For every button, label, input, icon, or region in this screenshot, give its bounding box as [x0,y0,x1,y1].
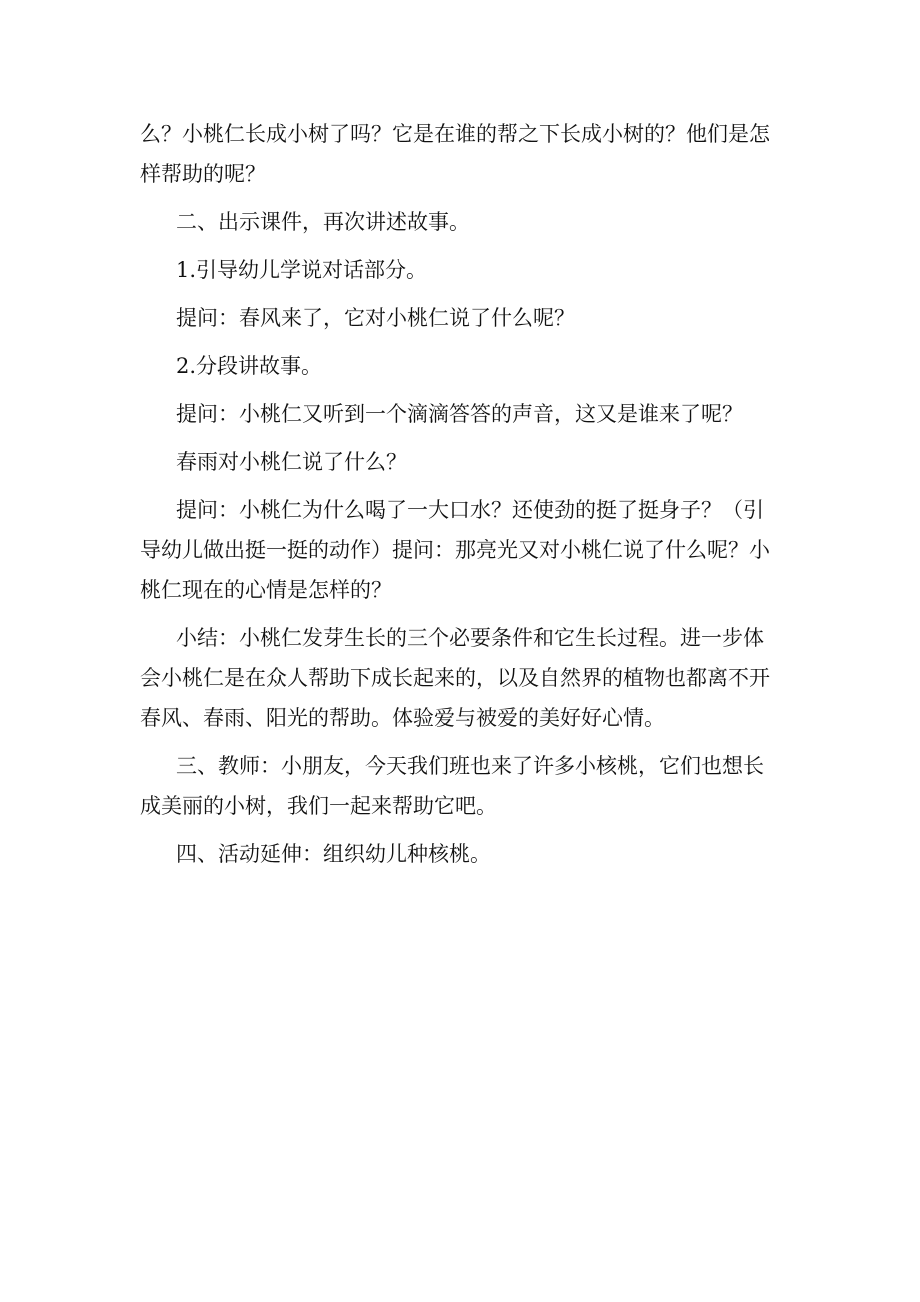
paragraph-continuation: 么？小桃仁长成小树了吗？它是在谁的帮之下长成小树的？他们是怎样帮助的呢？ [140,122,770,186]
paragraph-section-three: 三、教师：小朋友，今天我们班也来了许多小核桃，它们也想长成美丽的小树，我们一起来帮助它吧。 [140,754,764,818]
paragraph-step-two: 2.分段讲故事。 [176,354,323,378]
paragraph-question-spring-wind: 提问：春风来了，它对小桃仁说了什么呢？ [176,306,575,330]
paragraph-step-one: 1.引导幼儿学说对话部分。 [176,258,428,282]
paragraph-spring-rain: 春雨对小桃仁说了什么？ [176,450,407,474]
paragraph-section-four: 四、活动延伸：组织幼儿种核桃。 [176,842,491,866]
document-body [140,114,782,882]
paragraph-question-dripping-sound: 提问：小桃仁又听到一个滴滴答答的声音，这又是谁来了呢？ [176,402,743,426]
paragraph-summary: 小结：小桃仁发芽生长的三个必要条件和它生长过程。进一步体会小桃仁是在众人帮助下成长起来的，以及自然界的植物也都离不开春风、春雨、阳光的帮助。体验爱与被爱的美好好心情。 [140,626,770,730]
paragraph-section-two: 二、出示课件，再次讲述故事。 [176,210,470,234]
paragraph-question-drink-water: 提问：小桃仁为什么喝了一大口水？还使劲的挺了挺身子？（引导幼儿做出挺一挺的动作）提问：那亮光又对小桃仁说了什么呢？小桃仁现在的心情是怎样的？ [140,498,770,602]
